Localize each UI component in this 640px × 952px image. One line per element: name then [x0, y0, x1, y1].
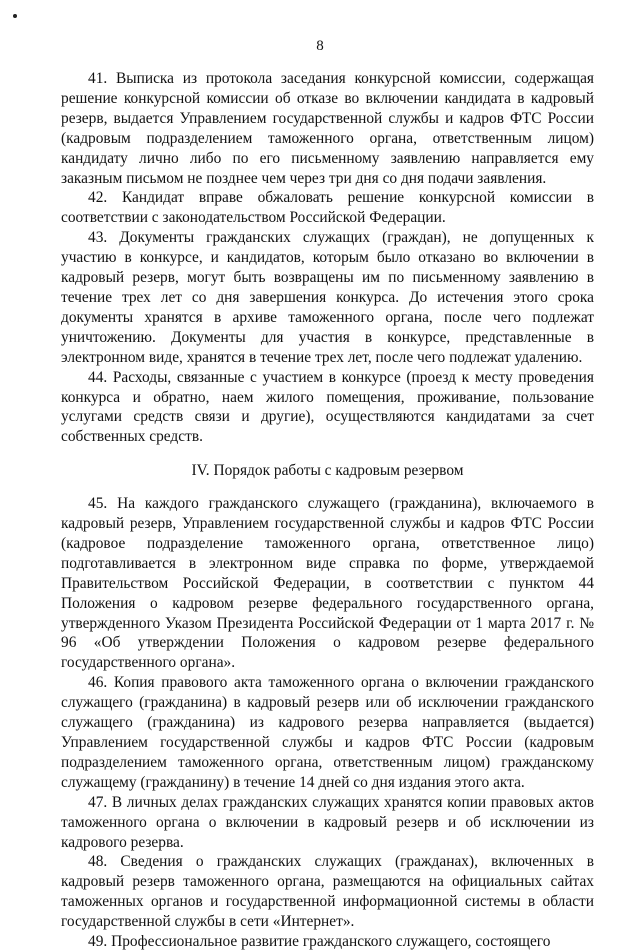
section-heading: IV. Порядок работы с кадровым резервом — [191, 462, 464, 480]
paragraph-43: 43. Документы гражданских служащих (граждан), не допущенных к участию в конкурсе, и кандидатов, которым было отказано во включении в кадровый резерв, могут быть возвращены им по письменному заявлению в течение трех лет со дня завершения конкурса. До истечения этого срока документы хранятся в архиве таможенного органа, после чего подлежат уничтожению. Документы для участия в конкурсе, представленные в электронном виде, хранятся в течение трех лет, после чего подлежат удалению. — [61, 229, 594, 366]
paragraph-48: 48. Сведения о гражданских служащих (гражданах), включенных в кадровый резерв таможенного органа, размещаются на официальных сайтах таможенных органов и государственной информационной системы в области государственной службы в сети «Интернет». — [61, 853, 594, 931]
paragraph-47: 47. В личных делах гражданских служащих хранятся копии правовых актов таможенного органа о включении в кадровый резерв и об исключении из кадрового резерва. — [61, 793, 594, 851]
paragraph-42: 42. Кандидат вправе обжаловать решение конкурсной комиссии в соответствии с законодательством Российской Федерации. — [61, 189, 594, 227]
page-number: 8 — [316, 38, 324, 54]
paragraph-46: 46. Копия правового акта таможенного органа о включении гражданского служащего (гражданина) в кадровый резерв или об исключении гражданского служащего (гражданина) из кадрового резерва направляется (выдается) Управлением государственной службы и кадров ФТС России (кадровым подразделением таможенного органа, ответственным лицом) гражданскому служащему (гражданину) в течение 14 дней со дня издания этого акта. — [61, 674, 594, 791]
paragraph-44: 44. Расходы, связанные с участием в конкурсе (проезд к месту проведения конкурса и обратно, наем жилого помещения, проживание, пользование услугами средств связи и другие), осуществляются кандидатами за счет собственных средств. — [61, 368, 594, 446]
document-body — [61, 69, 594, 952]
paragraph-49: 49. Профессиональное развитие гражданского служащего, состоящего — [88, 933, 551, 951]
scan-speck — [13, 14, 17, 18]
paragraph-41: 41. Выписка из протокола заседания конкурсной комиссии, содержащая решение конкурсной комиссии об отказе во включении кандидата в кадровый резерв, выдается Управлением государственной службы и кадров ФТС России (кадровым подразделением таможенного органа, ответственным лицом) кандидату лично либо по его письменному заявлению направляется ему заказным письмом не позднее чем через три дня со дня подачи заявления. — [61, 70, 594, 187]
paragraph-45: 45. На каждого гражданского служащего (гражданина), включаемого в кадровый резерв, Управлением государственной службы и кадров ФТС России (кадровое подразделение таможенного органа, ответственное лицо) подготавливается в электронном виде справка по форме, утверждаемой Правительством Российской Федерации, в соответствии с пунктом 44 Положения о кадровом резерве федерального государственного органа, утвержденного Указом Президента Российской Федерации от 1 марта 2017 г. № 96 «Об утверждении Положения о кадровом резерве федерального государственного органа». — [61, 495, 594, 672]
